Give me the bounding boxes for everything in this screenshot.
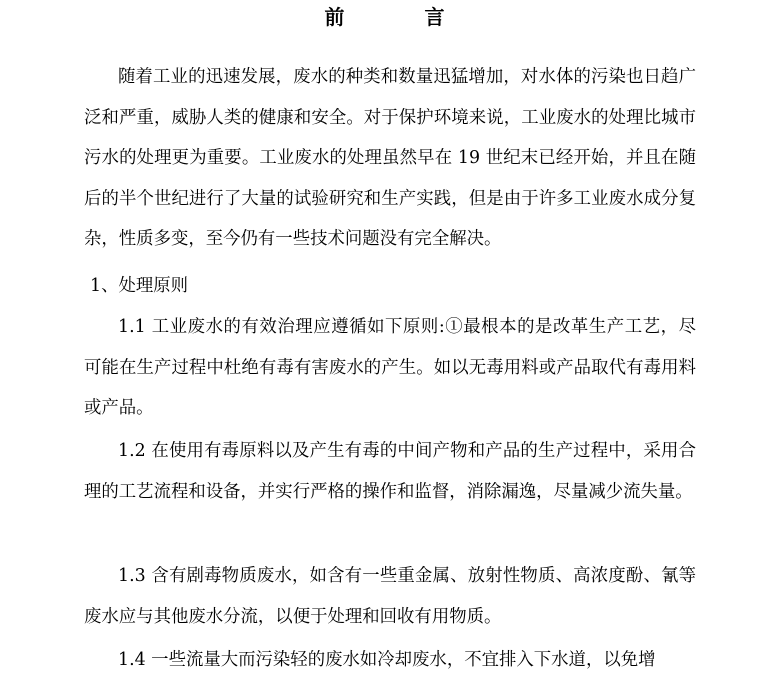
paragraph-1-4: 1.4 一些流量大而污染轻的废水如冷却废水，不宜排入下水道，以免增 (118, 650, 656, 670)
paragraph-1-2: 1.2 在使用有毒原料以及产生有毒的中间产物和产品的生产过程中，采用合理的工艺流程和设备，并实行严格的操作和监督，消除漏逸，尽量减少流失量。 (84, 441, 696, 502)
page-title: 前 言 (324, 5, 445, 29)
paragraph-1-1: 1.1 工业废水的有效治理应遵循如下原则:①最根本的是改革生产工艺，尽可能在生产过程中杜绝有毒有害废水的产生。如以无毒用料或产品取代有毒用料或产品。 (84, 317, 696, 418)
section-heading: 1、处理原则 (90, 276, 189, 296)
paragraph-1-3: 1.3 含有剧毒物质废水，如含有一些重金属、放射性物质、高浓度酚、氰等废水应与其他废水分流，以便于处理和回收有用物质。 (84, 566, 696, 627)
intro-paragraph: 随着工业的迅速发展，废水的种类和数量迅猛增加，对水体的污染也日趋广泛和严重，威胁人类的健康和安全。对于保护环境来说，工业废水的处理比城市污水的处理更为重要。工业废水的处理虽然早在 19 世纪末已经开始，并且在随后的半个世纪进行了大量的试验研究和生产实践，但是由于许多工业废水成分复杂，性质多变，至今仍有一些技术问题没有完全解决。 (84, 67, 696, 249)
